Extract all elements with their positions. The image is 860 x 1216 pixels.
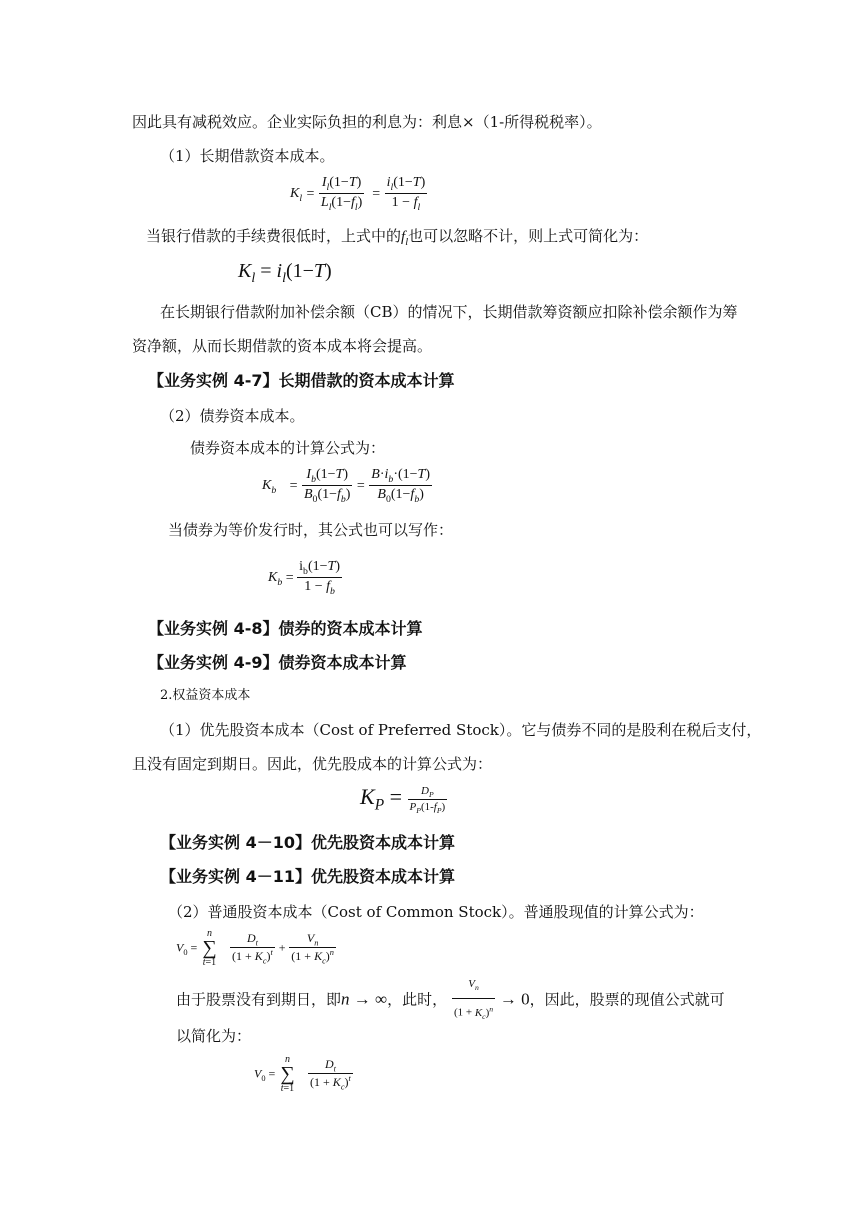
paragraph-no-maturity: 由于股票没有到期日，即n → ∞，此时， $\frac{V_n}{(1 + K_c)^n}$ → 0，因此，股票的现值公式就可: [176, 974, 725, 1027]
formula-common-stock-simplified: $V_0$ = n ∑ t=1 $\frac{D_t}{(1 + K_c)^t}$: [254, 1054, 351, 1094]
example-heading-4-10: 【业务实例 4－10】优先股资本成本计算: [160, 833, 455, 852]
example-heading-4-9: 【业务实例 4-9】债券资本成本计算: [148, 653, 407, 672]
heading-long-term-loan-cost: （1）长期借款资本成本。: [160, 147, 335, 165]
paragraph-common-stock: （2）普通股资本成本（Cost of Common Stock）。普通股现值的计算公式为：: [168, 903, 704, 921]
formula-simplified-loan-cost: $K_l = i_l(1-T)$: [238, 260, 332, 286]
example-heading-4-11: 【业务实例 4－11】优先股资本成本计算: [160, 867, 455, 886]
paragraph-preferred-stock-2: 且没有固定到期日。因此，优先股成本的计算公式为：: [132, 755, 493, 773]
paragraph-low-fee: 当银行借款的手续费很低时，上式中的$f_l$也可以忽略不计，则上式可简化为：: [146, 227, 649, 248]
formula-common-stock-value: $V_0$ = n ∑ t=1 $\frac{D_t}{(1 + K_c)^t}$ + $\frac{V_n}{(1 + K_c)^n}$: [176, 928, 334, 968]
formula-bond-cost: $K_b$ = $\frac{I_b(1-T)}{B_0(1-f_b)}$ = $\frac{B\cdot i_b\cdot(1-T)}{B_0(1-f_b)}$: [262, 467, 431, 505]
paragraph-preferred-stock-1: （1）优先股资本成本（Cost of Preferred Stock）。它与债券不同的是股利在税后支付，: [160, 721, 762, 739]
paragraph-bond-formula-intro: 债券资本成本的计算公式为：: [190, 439, 386, 457]
example-heading-4-8: 【业务实例 4-8】债券的资本成本计算: [148, 619, 423, 638]
formula-bond-cost-par: $K_b$ = $\frac{i_b(1-T)}{1 - f_b}$: [268, 559, 340, 597]
example-heading-4-7: 【业务实例 4-7】长期借款的资本成本计算: [148, 371, 455, 390]
paragraph-simplified: 以简化为：: [176, 1027, 252, 1045]
section-equity-cost: 2.权益资本成本: [160, 688, 251, 703]
formula-long-term-loan-cost: $K_l$ = $\frac{I_l(1-T)}{L_l(1-f_l)}$ = $\frac{i_l(1-T)}{1 - f_l}$: [290, 175, 426, 213]
formula-preferred-stock-cost: $K_P$ = $\frac{D_P}{P_P(1-f_P)}$: [360, 784, 446, 816]
heading-bond-cost: （2）债券资本成本。: [160, 407, 305, 425]
paragraph-compensating-balance-1: 在长期银行借款附加补偿余额（CB）的情况下，长期借款筹资额应扣除补偿余额作为筹: [160, 303, 738, 321]
paragraph-compensating-balance-2: 资净额，从而长期借款的资本成本将会提高。: [132, 337, 433, 355]
variable-f: f: [401, 229, 406, 245]
paragraph-par-issue: 当债券为等价发行时，其公式也可以写作：: [168, 521, 454, 539]
paragraph-tax-effect: 因此具有减税效应。企业实际负担的利息为：利息×（1-所得税税率）。: [132, 113, 602, 131]
